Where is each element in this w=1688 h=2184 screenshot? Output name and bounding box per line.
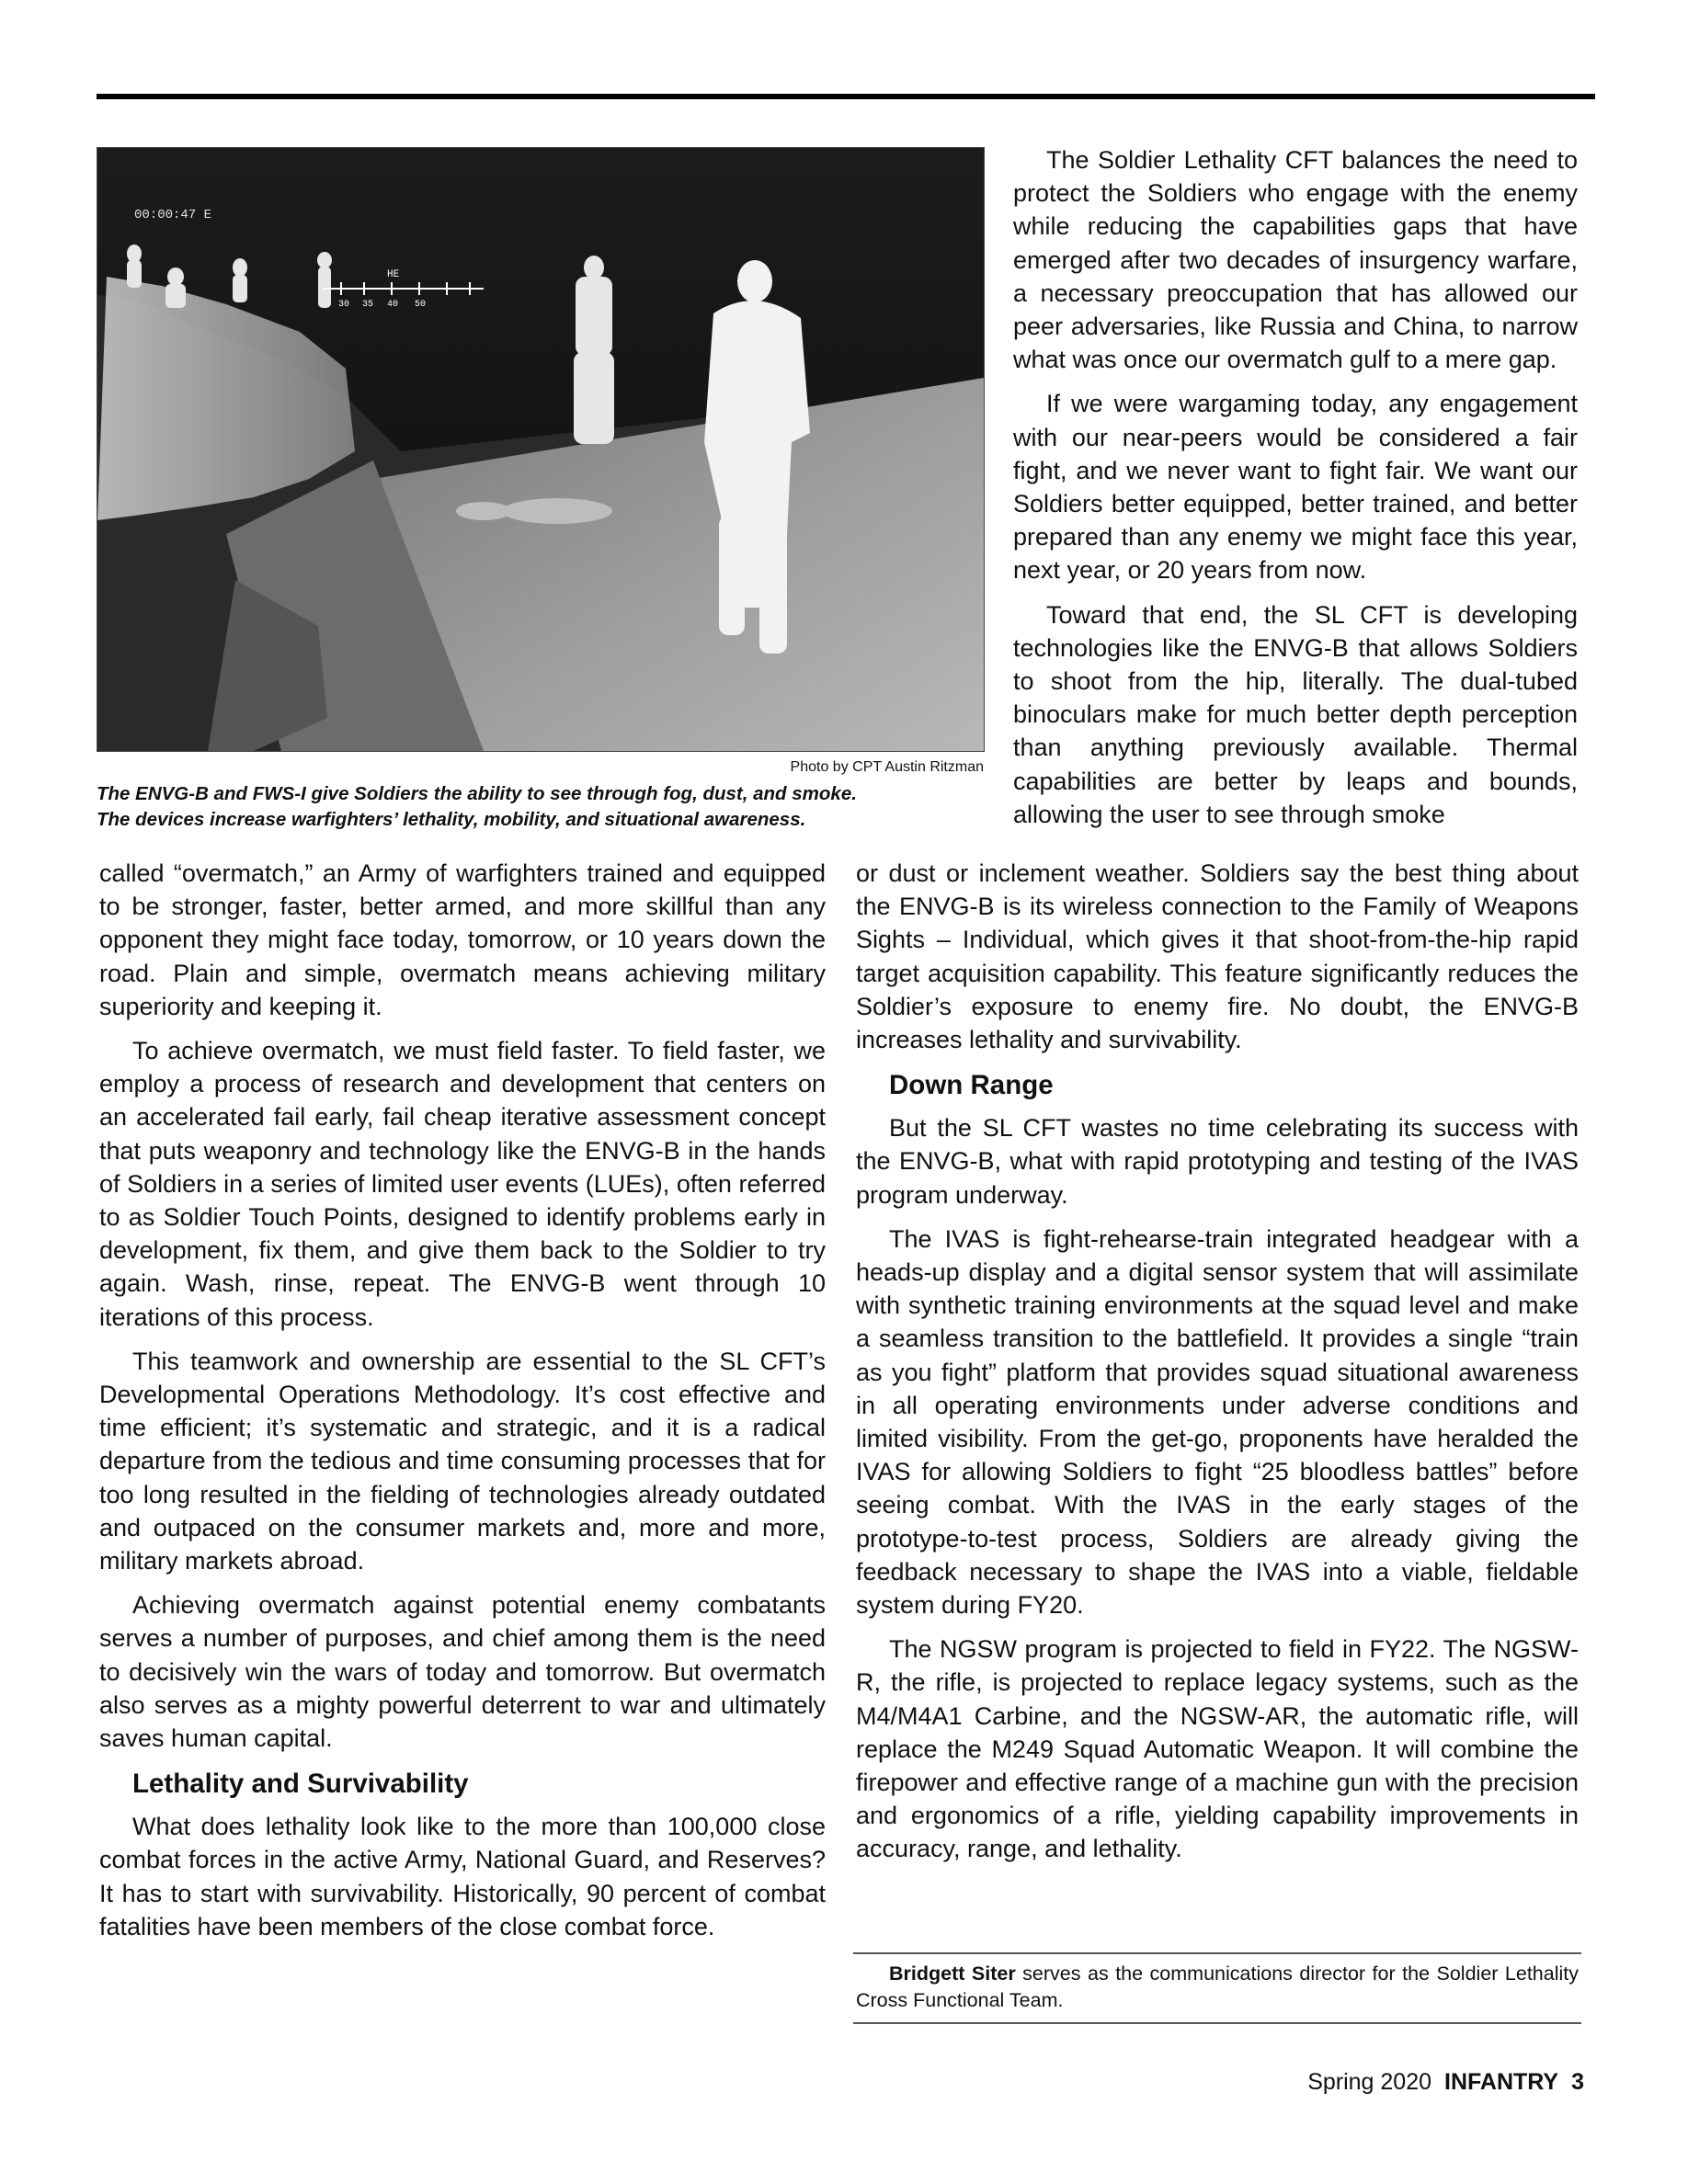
paragraph: But the SL CFT wastes no time celebrating its success with the ENVG-B, what with rapid prototyping and testing of the IVAS program underway. bbox=[856, 1114, 1579, 1209]
photo-overlay-timestamp: 00:00:47 E bbox=[134, 208, 212, 222]
paragraph: The Soldier Lethality CFT balances the need to protect the Soldiers who engage with the enemy while reducing the capabilities gaps that have emerged after two decades of insurgency warfare, a necessary preoccupation that has allowed our peer adversaries, like Russia and China, to narrow what was once our overmatch gulf to a mere gap. bbox=[1013, 146, 1578, 374]
photo-caption bbox=[97, 781, 1007, 833]
section-heading-down-range: Down Range bbox=[889, 1070, 1054, 1101]
photo-reticle-tick-1: 30 bbox=[338, 300, 350, 310]
section-heading-lethality: Lethality and Survivability bbox=[132, 1769, 469, 1800]
bio-bottom-rule bbox=[853, 2022, 1581, 2024]
top-rule bbox=[97, 94, 1595, 99]
paragraph: If we were wargaming today, any engagement with our near-peers would be considered a fair fight, and we never want to fight fair. We want our Soldiers better equipped, better trained, and better prepared than any enemy we might face this year, next year, or 20 years from now. bbox=[1013, 390, 1578, 585]
left-column bbox=[99, 857, 826, 1954]
paragraph: This teamwork and ownership are essential to the SL CFT’s Developmental Operations Methodology. It’s cost effective and time efficient; it’s systematic and strategic, and it is a radical departure from the tedious and time consuming processes that for too long resulted in the fielding of technologies already outdated and outpaced on the consumer markets and, more and more, military markets abroad. bbox=[99, 1347, 826, 1575]
paragraph: Achieving overmatch against potential enemy combatants serves a number of purposes, and chief among them is the need to decisively win the wars of today and tomorrow. But overmatch also serves as a mighty powerful deterrent to war and ultimately saves human capital. bbox=[99, 1591, 826, 1753]
paragraph: What does lethality look like to the more than 100,000 close combat forces in the active Army, National Guard, and Reserves? It has to start with survivability. Historically, 90 percent of combat fatalities have been members of the close combat force. bbox=[99, 1813, 826, 1940]
paragraph: Toward that end, the SL CFT is developing technologies like the ENVG-B that allows Soldiers to shoot from the hip, literally. The dual-tubed binoculars make for much better depth perception than anything previously available. Thermal capabilities are better by leaps and bounds, allowing the user to see through smoke bbox=[1013, 600, 1578, 828]
photo-caption-line-2: The devices increase warfighters’ lethality, mobility, and situational awareness. bbox=[97, 809, 806, 830]
footer-issue: Spring 2020 bbox=[1307, 2069, 1432, 2095]
thermal-photo bbox=[97, 147, 985, 752]
author-bio-text: serves as the communications director for the Soldier Lethality Cross Functional Team. bbox=[856, 1962, 1579, 2011]
thermal-scene-image bbox=[97, 148, 984, 751]
footer-magazine: INFANTRY bbox=[1444, 2069, 1559, 2095]
page-footer bbox=[1307, 2069, 1584, 2096]
paragraph: called “overmatch,” an Army of warfighters trained and equipped to be stronger, faster, better armed, and more skillful than any opponent they might face today, tomorrow, or 10 years down the road. Plain and simple, overmatch means achieving military superiority and keeping it. bbox=[99, 859, 826, 1020]
right-column bbox=[856, 857, 1579, 1877]
bio-top-rule bbox=[853, 1952, 1581, 1954]
author-bio bbox=[856, 1961, 1579, 2014]
paragraph: To achieve overmatch, we must field faster. To field faster, we employ a process of research and development that centers on an accelerated fail early, fail cheap iterative assessment concept that puts weaponry and technology like the ENVG-B in the hands of Soldiers in a series of limited user events (LUEs), often referred to as Soldier Touch Points, designed to identify problems early in development, fix them, and give them back to the Soldier to try again. Wash, rinse, repeat. The ENVG-B went through 10 iterations of this process. bbox=[99, 1037, 826, 1331]
paragraph: or dust or inclement weather. Soldiers say the best thing about the ENVG-B is its wireless connection to the Family of Weapons Sights – Individual, which gives it that shoot-from-the-hip rapid target acquisition capability. This feature significantly reduces the Soldier’s exposure to enemy fire. No doubt, the ENVG-B increases lethality and survivability. bbox=[856, 859, 1579, 1054]
photo-reticle-tick-2: 35 bbox=[362, 300, 374, 310]
photo-caption-line-1: The ENVG-B and FWS-I give Soldiers the ability to see through fog, dust, and smoke. bbox=[97, 783, 857, 804]
photo-reticle-tick-3: 40 bbox=[387, 300, 399, 310]
photo-credit: Photo by CPT Austin Ritzman bbox=[790, 759, 984, 775]
paragraph: The IVAS is fight-rehearse-train integrated headgear with a heads-up display and a digital sensor system that will assimilate with synthetic training environments at the squad level and make a seamless transition to the battlefield. It provides a single “train as you fight” platform that provides squad situational awareness in all operating environments under adverse conditions and limited visibility. From the get-go, proponents have heralded the IVAS for allowing Soldiers to fight “25 bloodless battles” before seeing combat. With the IVAS in the early stages of the prototype-to-test process, Soldiers are already giving the feedback necessary to shape the IVAS into a viable, fieldable system during FY20. bbox=[856, 1224, 1579, 1620]
photo-reticle-tick-4: 50 bbox=[415, 300, 427, 310]
paragraph: The NGSW program is projected to field in FY22. The NGSW-R, the rifle, is projected to replace legacy systems, such as the M4/M4A1 Carbine, and the NGSW-AR, the automatic rifle, will replace the M249 Squad Automatic Weapon. It will combine the firepower and effective range of a machine gun with the precision and ergonomics of a rifle, yielding capability improvements in accuracy, range, and lethality. bbox=[856, 1635, 1579, 1863]
photo-reticle-label: HE bbox=[387, 269, 400, 280]
footer-page-number: 3 bbox=[1571, 2069, 1584, 2095]
right-column-top bbox=[1013, 143, 1578, 842]
author-name: Bridgett Siter bbox=[889, 1962, 1016, 1985]
